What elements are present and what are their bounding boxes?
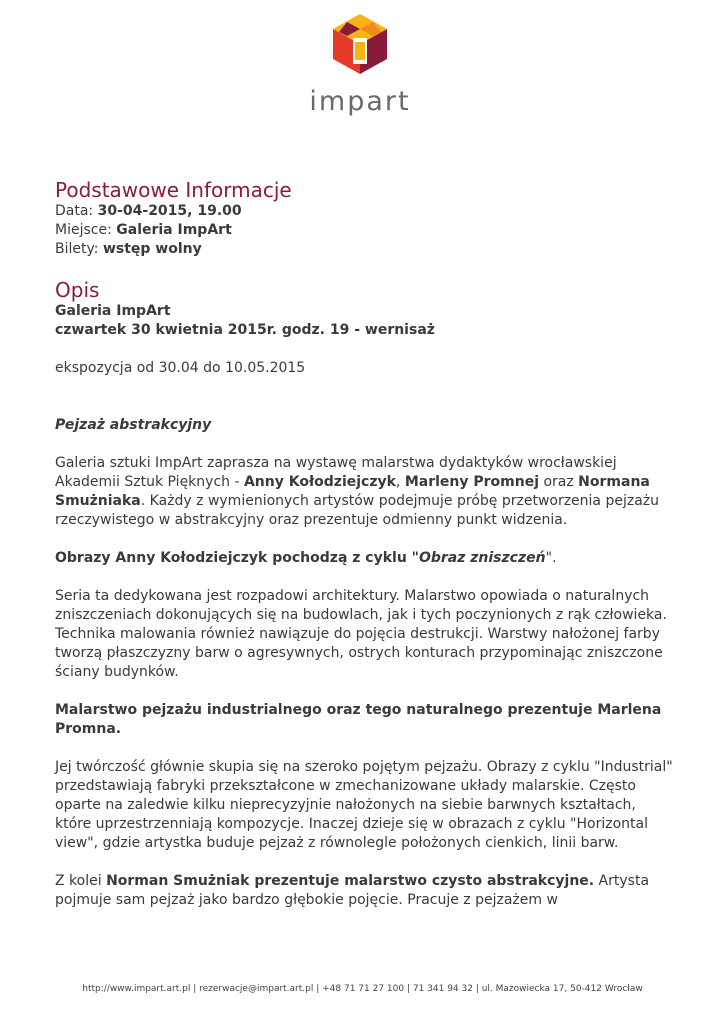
intro-text-a: Galeria sztuki ImpArt zaprasza na wystawę malarstwa dydaktyków wrocławskiej Akademii Sztuk Pięknych - <box>55 455 617 490</box>
intro-paragraph <box>55 454 675 530</box>
kolodziejczyk-paragraph: Seria ta dedykowana jest rozpadowi architektury. Malarstwo opowiada o naturalnych zniszczeniach dokonujących się na budowlach, jak i tych poczynionych z rąk człowieka. Technika malowania również nawiązuje do pojęcia destrukcji. Warstwy nałożonej farby tworzą płaszczyzny barw o agresywnych, ostrych konturach przypominając zniszczone ściany budynków. <box>55 588 667 680</box>
gallery-name: Galeria ImpArt <box>55 303 171 319</box>
kolodziejczyk-cycle-title: Obraz zniszczeń <box>418 550 546 566</box>
intro-oraz: oraz <box>539 474 579 490</box>
intro-sep: , <box>395 474 405 490</box>
artist-name-2: Marleny Promnej <box>404 474 540 490</box>
promna-paragraph: Jej twórczość głównie skupia się na szeroko pojętym pejzażu. Obrazy z cyklu "Industrial" przedstawiają fabryki przekształcone w zmechanizowane układy malarskie. Często oparte na zaledwie kilku nieprecyzyjnie nałożonych na siebie barwnych kształtach, które uprzestrzenniają kompozycje. Inaczej dzieje się w obrazach z cyklu "Horizontal view", gdzie artystka buduje pejzaż z równolegle położonych cienkich, linii barw. <box>55 759 673 851</box>
kolodziejczyk-heading-b: ". <box>545 550 557 566</box>
vernissage-date: czwartek 30 kwietnia 2015r. godz. 19 - wernisaż <box>55 322 435 338</box>
intro-text-b: . Każdy z wymienionych artystów podejmuje próbę przetworzenia pejzażu rzeczywistego w abstrakcyjny oraz prezentuje odmienny punkt widzenia. <box>55 493 660 528</box>
kolodziejczyk-heading-a: Obrazy Anny Kołodziejczyk pochodzą z cyklu " <box>55 550 419 566</box>
impart-logo-mark <box>333 14 387 74</box>
tickets-label: Bilety: <box>55 241 99 257</box>
smuzniak-paragraph <box>55 872 675 910</box>
place-line <box>55 221 675 240</box>
smuzniak-bold: Norman Smużniak prezentuje malarstwo czysto abstrakcyjne. <box>106 873 595 889</box>
artist-name-1: Anny Kołodziejczyk <box>243 474 396 490</box>
section-heading-promna: Malarstwo pejzażu industrialnego oraz tego naturalnego prezentuje Marlena Promna. <box>55 702 662 737</box>
artist-name-3: Normana Smużniaka <box>55 474 650 509</box>
brand-name: impart <box>309 86 411 117</box>
section-heading-kolodziejczyk <box>55 549 675 568</box>
date-label: Data: <box>55 203 94 219</box>
date-line <box>55 202 675 221</box>
date-value: 30-04-2015, 19.00 <box>97 203 242 219</box>
footer-contact: http://www.impart.art.pl | rezerwacje@impart.art.pl | +48 71 71 27 100 | 71 341 94 32 | ul. Mazowiecka 17, 50-412 Wrocław <box>82 984 643 994</box>
exhibition-title: Pejzaż abstrakcyjny <box>55 417 212 433</box>
place-label: Miejsce: <box>55 222 112 238</box>
exhibition-dates: ekspozycja od 30.04 do 10.05.2015 <box>55 360 306 376</box>
smuzniak-text-c: Artysta pojmuje sam pejzaż jako bardzo głębokie pojęcie. Pracuje z pejzażem w <box>55 873 650 908</box>
place-value: Galeria ImpArt <box>116 222 232 238</box>
basic-info-heading: Podstawowe Informacje <box>55 178 292 202</box>
tickets-line <box>55 240 675 259</box>
opis-heading: Opis <box>55 278 100 302</box>
smuzniak-text-a: Z kolei <box>55 873 107 889</box>
document-body <box>55 178 675 910</box>
impart-logo <box>305 14 415 120</box>
tickets-value: wstęp wolny <box>102 241 202 257</box>
